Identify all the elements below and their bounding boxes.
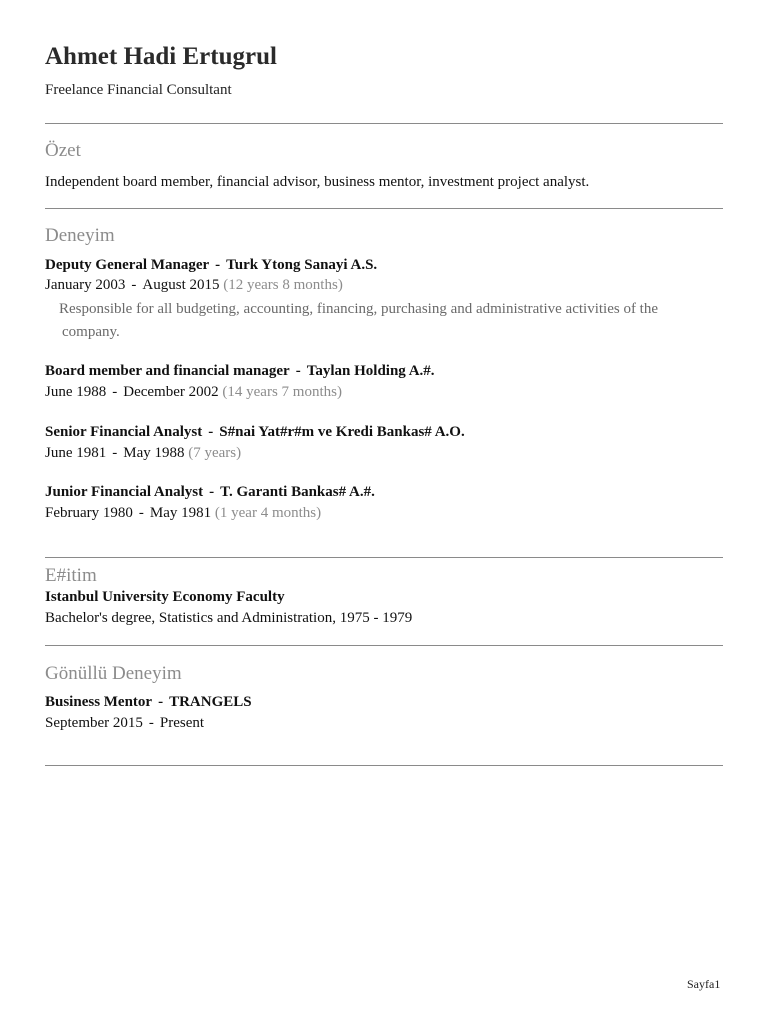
profile-headline: Freelance Financial Consultant: [45, 82, 232, 98]
summary-section-title: Özet: [45, 140, 81, 161]
job-company: T. Garanti Bankas# A.#.: [220, 484, 375, 500]
job-start-date: June 1981: [45, 445, 107, 461]
date-separator: -: [138, 505, 144, 521]
title-separator: -: [208, 424, 214, 440]
experience-item-title: [45, 484, 375, 501]
volunteer-start-date: September 2015: [45, 715, 143, 731]
job-description: [59, 298, 709, 344]
job-duration: (7 years): [188, 445, 242, 461]
resume-page: [45, 0, 723, 1024]
job-end-date: May 1981: [149, 505, 212, 521]
experience-item-title: [45, 363, 435, 380]
summary-text: Independent board member, financial advisor, business mentor, investment project analyst.: [45, 174, 590, 190]
job-description-line: company.: [62, 324, 120, 340]
job-start-date: February 1980: [45, 505, 133, 521]
divider: [45, 123, 723, 124]
date-separator: -: [112, 445, 118, 461]
job-start-date: June 1988: [45, 384, 107, 400]
date-separator: -: [131, 277, 137, 293]
job-end-date: May 1988: [123, 445, 185, 461]
title-separator: -: [209, 484, 215, 500]
job-company: Taylan Holding A.#.: [306, 363, 435, 379]
job-role: Board member and financial manager: [45, 363, 290, 379]
experience-item-dates: [45, 384, 342, 401]
job-duration: (1 year 4 months): [214, 505, 322, 521]
job-role: Deputy General Manager: [45, 257, 210, 273]
education-section-title: E#itim: [45, 565, 97, 586]
job-end-date: December 2002: [123, 384, 219, 400]
experience-item-dates: [45, 277, 343, 294]
divider: [45, 208, 723, 209]
title-separator: -: [215, 257, 221, 273]
volunteer-role: Business Mentor: [45, 694, 153, 710]
job-description-line: Responsible for all budgeting, accounting, financing, purchasing and administrative activities of the: [59, 301, 659, 317]
education-degree: Bachelor's degree, Statistics and Administration, 1975 - 1979: [45, 610, 413, 626]
volunteer-item-title: [45, 694, 252, 711]
divider: [45, 765, 723, 766]
job-company: Turk Ytong Sanayi A.S.: [226, 257, 378, 273]
date-separator: -: [112, 384, 118, 400]
divider: [45, 645, 723, 646]
volunteer-organization: TRANGELS: [169, 694, 252, 710]
education-school: Istanbul University Economy Faculty: [45, 589, 285, 605]
job-end-date: August 2015: [142, 277, 220, 293]
job-role: Senior Financial Analyst: [45, 424, 203, 440]
profile-name: Ahmet Hadi Ertugrul: [45, 43, 277, 70]
job-company: S#nai Yat#r#m ve Kredi Bankas# A.O.: [219, 424, 465, 440]
page-number: Sayfa1: [687, 977, 721, 991]
experience-section-title: Deneyim: [45, 225, 115, 246]
divider: [45, 557, 723, 558]
title-separator: -: [158, 694, 164, 710]
experience-item-dates: [45, 445, 241, 462]
job-duration: (12 years 8 months): [223, 277, 343, 293]
volunteer-item-dates: [45, 715, 204, 732]
date-separator: -: [148, 715, 154, 731]
job-start-date: January 2003: [45, 277, 126, 293]
job-duration: (14 years 7 months): [222, 384, 342, 400]
title-separator: -: [295, 363, 301, 379]
job-role: Junior Financial Analyst: [45, 484, 204, 500]
experience-item-dates: [45, 505, 321, 522]
experience-item-title: [45, 424, 465, 441]
experience-item-title: [45, 257, 377, 274]
volunteer-end-date: Present: [159, 715, 205, 731]
volunteer-section-title: Gönüllü Deneyim: [45, 663, 182, 684]
